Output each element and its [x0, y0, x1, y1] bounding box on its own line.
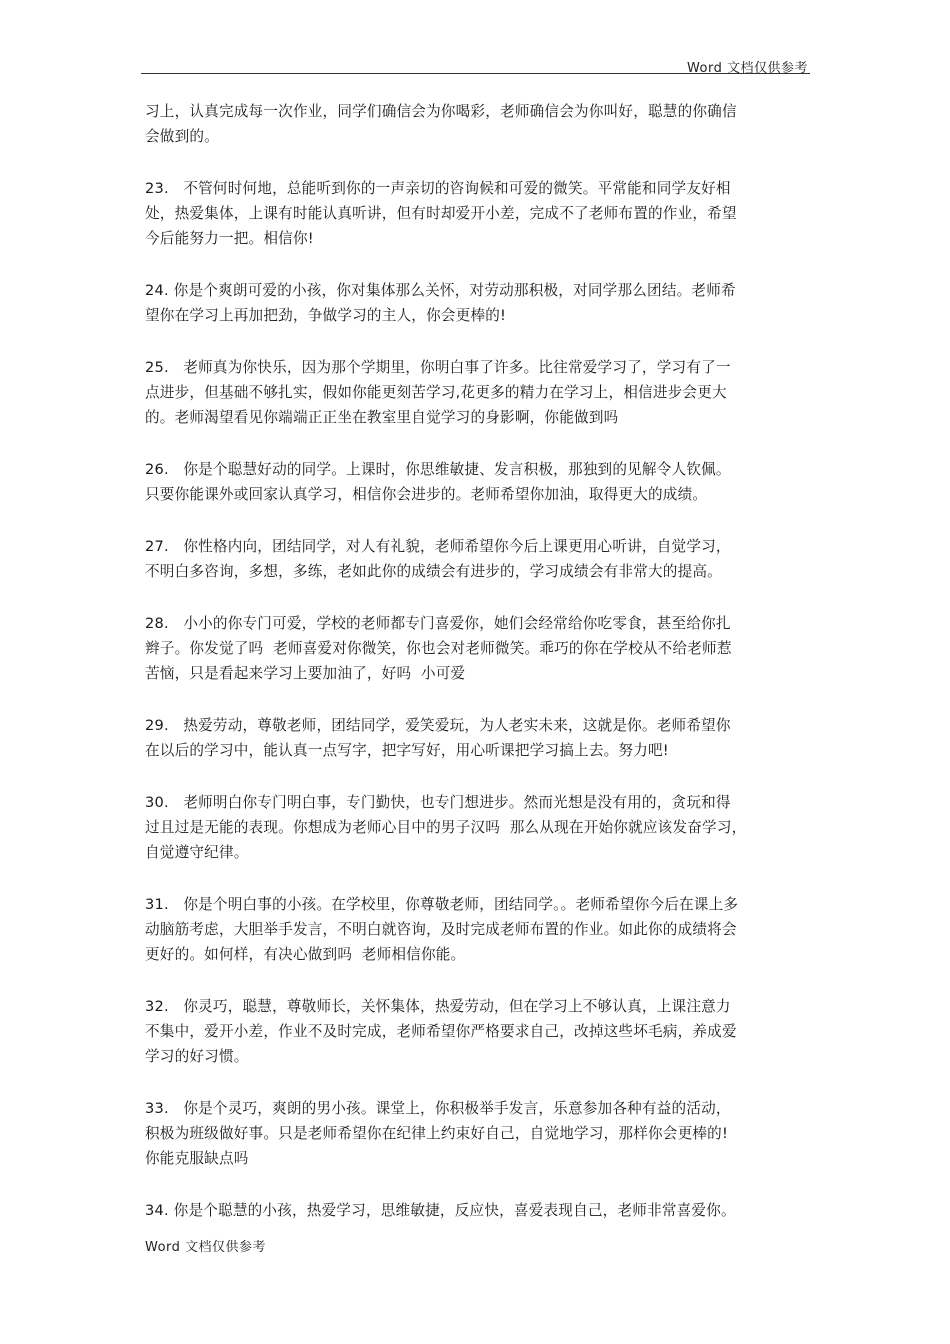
- paragraph-line: 在以后的学习中，能认真一点写字，把字写好，用心听课把学习搞上去。努力吧!: [145, 742, 669, 759]
- paragraph-line: 不集中，爱开小差，作业不及时完成，老师希望你严格要求自己，改掉这些坏毛病，养成爱: [145, 1023, 737, 1040]
- paragraph-line: 只要你能课外或回家认真学习，相信你会进步的。老师希望你加油，取得更大的成绩。: [145, 486, 708, 503]
- paragraph-line: 不明白多咨询，多想，多练，老如此你的成绩会有进步的，学习成绩会有非常大的提高。: [145, 563, 722, 580]
- comment-paragraph: [145, 278, 820, 328]
- paragraph-line: 过且过是无能的表现。你想成为老师心目中的男子汉吗 那么从现在开始你就应该发奋学习，: [145, 819, 747, 836]
- paragraph-line: 苦恼，只是看起来学习上要加油了，好吗 小可爱: [145, 665, 466, 682]
- paragraph-line: 31. 你是个明白事的小孩。在学校里，你尊敬老师，团结同学。。老师希望你今后在课上多: [145, 896, 739, 913]
- paragraph-line: 26. 你是个聪慧好动的同学。上课时，你思维敏捷、发言积极，那独到的见解令人钦佩。: [145, 461, 731, 478]
- paragraph-line: 33. 你是个灵巧，爽朗的男小孩。课堂上，你积极举手发言，乐意参加各种有益的活动，: [145, 1100, 731, 1117]
- paragraph-line: 32. 你灵巧，聪慧，尊敬师长，关怀集体，热爱劳动，但在学习上不够认真，上课注意力: [145, 998, 731, 1015]
- comment-paragraph: [145, 790, 820, 865]
- paragraph-line: 学习的好习惯。: [145, 1048, 249, 1065]
- paragraph-line: 会做到的。: [145, 128, 219, 145]
- paragraph-line: 25. 老师真为你快乐，因为那个学期里，你明白事了许多。比往常爱学习了，学习有了一: [145, 359, 731, 376]
- paragraph-line: 积极为班级做好事。只是老师希望你在纪律上约束好自己，自觉地学习，那样你会更棒的!: [145, 1125, 729, 1142]
- comment-paragraph: [145, 892, 820, 967]
- paragraph-line: 的。老师渴望看见你端端正正坐在教室里自觉学习的身影啊，你能做到吗: [145, 409, 619, 426]
- paragraph-line: 动脑筋考虑，大胆举手发言，不明白就咨询，及时完成老师布置的作业。如此你的成绩将会: [145, 921, 737, 938]
- paragraph-line: 自觉遵守纪律。: [145, 844, 249, 861]
- comment-paragraph: [145, 1096, 820, 1171]
- paragraph-line: 29. 热爱劳动，尊敬老师，团结同学，爱笑爱玩，为人老实未来，这就是你。老师希望你: [145, 717, 731, 734]
- comment-paragraph: [145, 713, 820, 763]
- paragraph-line: 习上，认真完成每一次作业，同学们确信会为你喝彩，老师确信会为你叫好，聪慧的你确信: [145, 103, 737, 120]
- comment-paragraph: [145, 355, 820, 430]
- paragraph-line: 34. 你是个聪慧的小孩，热爱学习，思维敏捷，反应快，喜爱表现自己，老师非常喜爱你。: [145, 1202, 736, 1219]
- comment-paragraph: [145, 994, 820, 1069]
- comment-paragraph: [145, 1198, 820, 1223]
- paragraph-line: 辫子。你发觉了吗 老师喜爱对你微笑，你也会对老师微笑。乖巧的你在学校从不给老师惹: [145, 640, 732, 657]
- paragraph-line: 更好的。如何样，有决心做到吗 老师相信你能。: [145, 946, 466, 963]
- paragraph-line: 处，热爱集体，上课有时能认真听讲，但有时却爱开小差，完成不了老师布置的作业，希望: [145, 205, 737, 222]
- paragraph-line: 30. 老师明白你专门明白事，专门勤快，也专门想进步。然而光想是没有用的，贪玩和得: [145, 794, 731, 811]
- comment-paragraph: [145, 99, 820, 149]
- paragraph-line: 27. 你性格内向，团结同学，对人有礼貌，老师希望你今后上课更用心听讲，自觉学习，: [145, 538, 731, 555]
- paragraph-line: 24. 你是个爽朗可爱的小孩，你对集体那么关怀，对劳动那积极，对同学那么团结。老师希: [145, 282, 736, 299]
- page-header-text: Word 文档仅供参考: [686, 61, 808, 76]
- paragraph-line: 望你在学习上再加把劲，争做学习的主人，你会更棒的!: [145, 307, 507, 324]
- header-divider: [141, 73, 810, 74]
- paragraph-line: 28. 小小的你专门可爱，学校的老师都专门喜爱你，她们会经常给你吃零食，甚至给你扎: [145, 615, 731, 632]
- paragraph-line: 你能克服缺点吗: [145, 1150, 249, 1167]
- paragraph-line: 23. 不管何时何地，总能听到你的一声亲切的咨询候和可爱的微笑。平常能和同学友好相: [145, 180, 731, 197]
- paragraph-line: 点进步，但基础不够扎实，假如你能更刻苦学习,花更多的精力在学习上，相信进步会更大: [145, 384, 727, 401]
- comment-paragraph: [145, 457, 820, 507]
- paragraph-line: 今后能努力一把。相信你!: [145, 230, 314, 247]
- comment-paragraph: [145, 534, 820, 584]
- comment-paragraph: [145, 176, 820, 251]
- comment-paragraph: [145, 611, 820, 686]
- page-footer-text: Word 文档仅供参考: [145, 1240, 267, 1255]
- document-body: [145, 99, 820, 1250]
